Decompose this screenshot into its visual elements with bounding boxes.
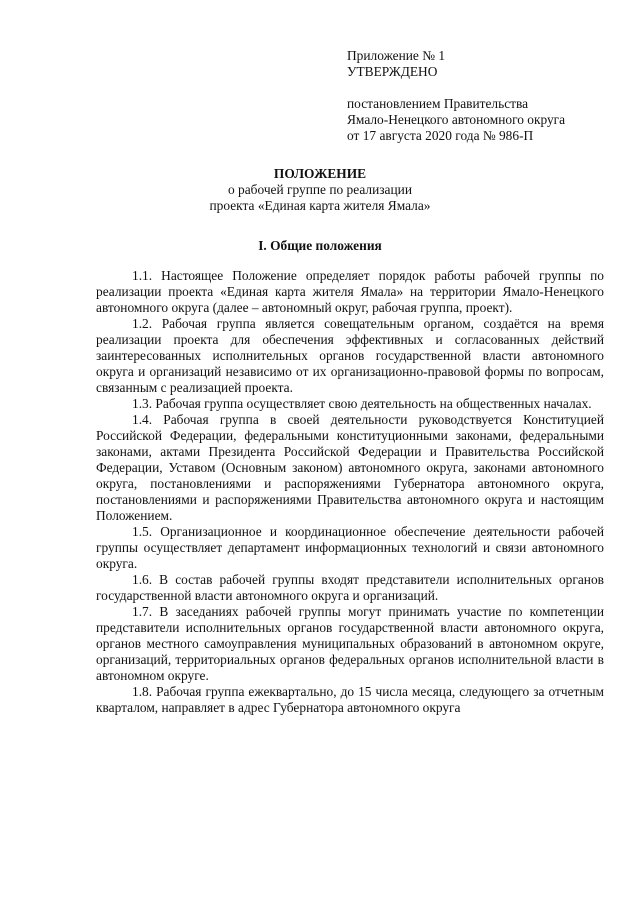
paragraph-1-7: 1.7. В заседаниях рабочей группы могут принимать участие по компетенции представители исполнительных органов государственной власти автономного округа, органов местного самоуправления муниципальных образований в автономном округе, организаций, территориальных органов федеральных органов исполнительной власти в автономном округе. [96,604,604,683]
paragraph-1-8: 1.8. Рабочая группа ежеквартально, до 15 числа месяца, следующего за отчетным кварталом, направляет в адрес Губернатора автономного округа [96,684,604,715]
document-title-block [0,166,640,214]
paragraph-1-5: 1.5. Организационное и координационное обеспечение деятельности рабочей группы осуществляет департамент информационных технологий и связи автономного округа. [96,524,604,571]
document-title: ПОЛОЖЕНИЕ [273,166,367,181]
paragraph-1-1: 1.1. Настоящее Положение определяет порядок работы рабочей группы по реализации проекта «Единая карта жителя Ямала» на территории Ямало-Ненецкого автономного округа (далее – автономный округ, рабочая группа, проект). [96,268,604,315]
section-heading: I. Общие положения [258,238,382,253]
document-subtitle-2: проекта «Единая карта жителя Ямала» [209,198,431,213]
paragraph-1-4: 1.4. Рабочая группа в своей деятельности руководствуется Конституцией Российской Федерации, федеральными конституционными законами, федеральными законами, актами Президента Российской Федерации и Правительства Российской Федерации, Уставом (Основным законом) автономного округа, законами автономного округа, постановлениями и распоряжениями Губернатора автономного округа, постановлениями и распоряжениями Правительства автономного округа и настоящим Положением. [96,412,604,523]
approved-label: УТВЕРЖДЕНО [347,64,438,79]
approval-header [347,48,607,144]
decree-line-1: постановлением Правительства [347,96,529,111]
decree-line-3: от 17 августа 2020 года № 986-П [347,128,534,143]
appendix-number: Приложение № 1 [347,48,446,63]
paragraph-1-6: 1.6. В состав рабочей группы входят представители исполнительных органов государственной власти автономного округа и организаций. [96,572,604,603]
document-subtitle-1: о рабочей группе по реализации [227,182,413,197]
paragraph-1-2: 1.2. Рабочая группа является совещательным органом, создаётся на время реализации проекта для обеспечения эффективных и согласованных действий заинтересованных исполнительных органов государственной власти автономного округа и организаций независимо от их организационно-правовой формы по вопросам, связанным с реализацией проекта. [96,316,604,395]
document-body [96,268,604,716]
decree-line-2: Ямало-Ненецкого автономного округа [347,112,566,127]
paragraph-1-3: 1.3. Рабочая группа осуществляет свою деятельность на общественных началах. [132,396,592,411]
